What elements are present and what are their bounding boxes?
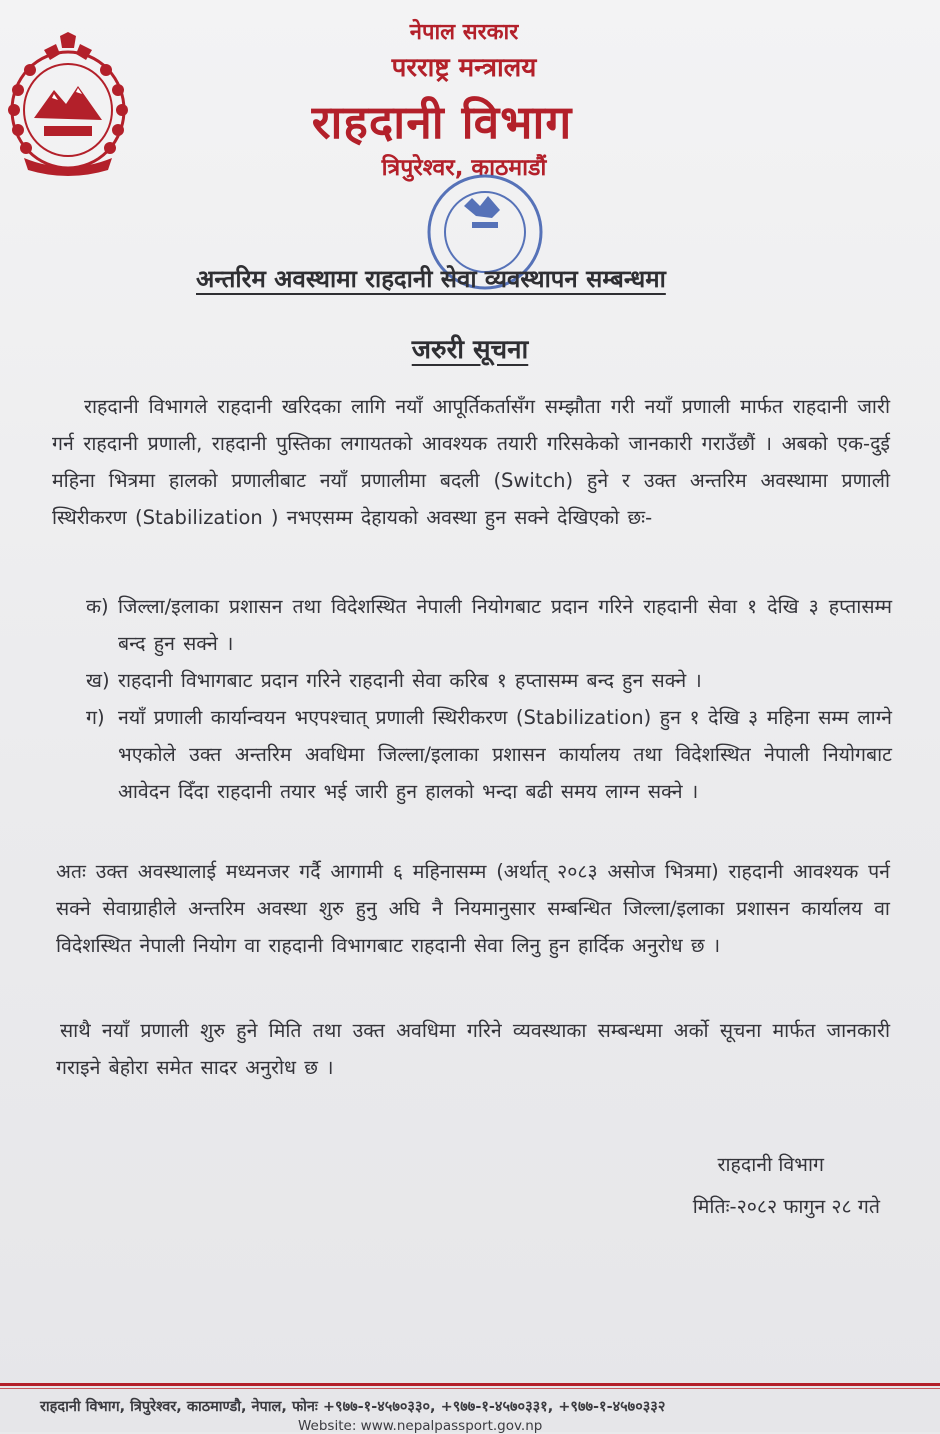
signature-date: मितिः-२०८२ फागुन २८ गते: [692, 1195, 880, 1218]
list-item-text: जिल्ला/इलाका प्रशासन तथा विदेशस्थित नेपाली नियोगबाट प्रदान गरिने राहदानी सेवा १ देखि ३ हप्तासम्म बन्द हुन सक्ने ।: [118, 595, 892, 655]
footer-website-link[interactable]: Website: www.nepalpassport.gov.np: [298, 1418, 543, 1434]
list-item-text: राहदानी विभागबाट प्रदान गरिने राहदानी सेवा करिब १ हप्तासम्म बन्द हुन सक्ने ।: [118, 669, 702, 692]
footer-divider: [0, 1383, 940, 1386]
signature-block: [693, 1144, 880, 1228]
list-item-text: नयाँ प्रणाली कार्यान्वयन भएपश्चात् प्रणाली स्थिरीकरण (Stabilization) हुन १ देखि ३ महिना सम्म लाग्ने भएकोले उक्त अन्तरिम अवधिमा जिल्ला/इलाका प्रशासन कार्यालय तथा विदेशस्थित नेपाली नियोगबाट आवेदन दिँदा राहदानी तयार भई जारी हुन हालको भन्दा बढी समय लाग्न सक्ने ।: [118, 706, 892, 803]
notice-title: जरुरी सूचना: [411, 335, 529, 365]
paragraph-intro: राहदानी विभागले राहदानी खरिदका लागि नयाँ आपूर्तिकर्तासँग सम्झौता गरी नयाँ प्रणाली मार्फत राहदानी जारी गर्न राहदानी प्रणाली, राहदानी पुस्तिका लगायतको आवश्यक तयारी गरिसकेको जानकारी गराउँछौं । अबको एक-दुई महिना भित्रमा हालको प्रणालीबाट नयाँ प्रणालीमा बदली (Switch) हुने र उक्त अन्तरिम अवस्थामा प्रणाली स्थिरीकरण (Stabilization ) नभएसम्म देहायको अवस्था हुन सक्ने देखिएको छः-: [52, 395, 890, 529]
ministry-name: परराष्ट्र मन्त्रालय: [391, 53, 537, 83]
paragraph-followup: साथै नयाँ प्रणाली शुरु हुने मिति तथा उक्त अवधिमा गरिने व्यवस्थाका सम्बन्धमा अर्को सूचना मार्फत जानकारी गराइने बेहोरा समेत सादर अनुरोध छ ।: [56, 1019, 890, 1079]
department-address: त्रिपुरेश्वर, काठमाडौं: [381, 155, 547, 181]
footer-contact: राहदानी विभाग, त्रिपुरेश्वर, काठमाण्डौ, नेपाल, फोनः +९७७-१-४५७०३३०, +९७७-१-४५७०३३१, +९७७-१-४५७०३३२: [40, 1399, 666, 1415]
government-name: नेपाल सरकार: [409, 20, 519, 45]
signature-org: राहदानी विभाग: [717, 1153, 824, 1176]
conditions-list: [86, 588, 892, 810]
list-item: [86, 588, 892, 662]
list-item-marker: ख): [86, 669, 110, 692]
list-item: [86, 662, 892, 699]
list-item-marker: क): [86, 595, 109, 618]
list-item-marker: ग): [86, 706, 105, 729]
department-name: राहदानी विभाग: [311, 95, 573, 149]
paragraph-request: अतः उक्त अवस्थालाई मध्यनजर गर्दै आगामी ६ महिनासम्म (अर्थात् २०८३ असोज भित्रमा) राहदानी आवश्यक पर्न सक्ने सेवाग्राहीले अन्तरिम अवस्था शुरु हुनु अघि नै नियमानुसार सम्बन्धित जिल्ला/इलाका प्रशासन कार्यालय वा विदेशस्थित नेपाली नियोग वा राहदानी विभागबाट राहदानी सेवा लिनु हुन हार्दिक अनुरोध छ ।: [56, 860, 890, 957]
list-item: [86, 699, 892, 810]
footer-divider-thin: [0, 1388, 940, 1389]
notice-subject: अन्तरिम अवस्थामा राहदानी सेवा व्यवस्थापन सम्बन्धमा: [196, 265, 666, 293]
